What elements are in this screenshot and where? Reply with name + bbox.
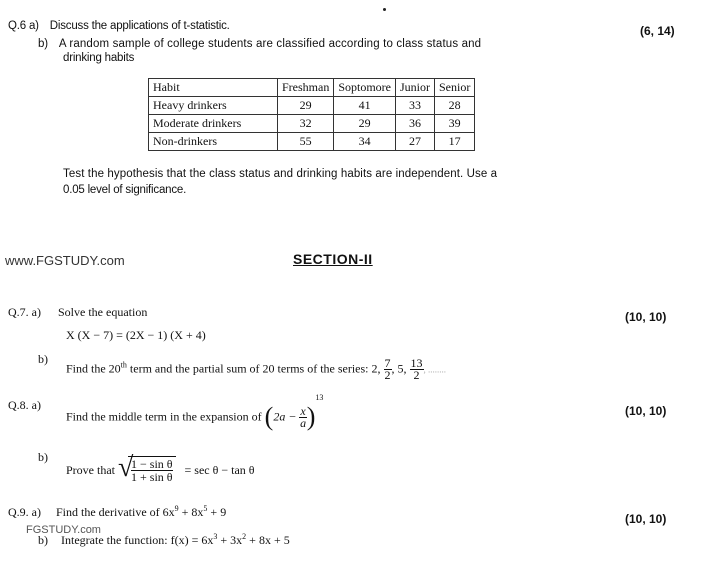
q8-b-text: Prove that [66, 463, 115, 477]
header-habit: Habit [149, 79, 278, 97]
cell: 41 [334, 97, 396, 115]
watermark-link[interactable]: www.FGSTUDY.com [5, 253, 125, 268]
table-row [149, 115, 475, 133]
q6-conclusion-line1: Test the hypothesis that the class status and drinking habits are independent. Use a [63, 168, 498, 180]
q9-marks: (10, 10) [625, 512, 667, 526]
header-junior: Junior [396, 79, 435, 97]
scan-speck [383, 8, 386, 11]
q8-number: Q.8. [8, 398, 29, 412]
q6-marks: (6, 14) [640, 24, 675, 38]
q7-equation: X (X − 7) = (2X − 1) (X + 4) [66, 328, 206, 342]
q6-a-label: a) [28, 20, 39, 32]
cell: 28 [435, 97, 475, 115]
cell: 29 [278, 97, 334, 115]
cell: 36 [396, 115, 435, 133]
q6-b-text-line2: drinking habits [63, 52, 135, 64]
q7-a [8, 305, 147, 320]
fraction-x-a: $\frac{x}{a}$ [300, 403, 307, 430]
cell: 29 [334, 115, 396, 133]
q7-marks: (10, 10) [625, 310, 667, 324]
left-paren: ( [264, 402, 274, 431]
table-header-row [149, 79, 475, 97]
table-row [149, 133, 475, 151]
q8-a-text: Find the middle term in the expansion of [66, 409, 262, 424]
habits-table [148, 78, 475, 151]
row-label: Moderate drinkers [149, 115, 278, 133]
watermark-bottom: FGSTUDY.com [26, 524, 101, 536]
cell: 17 [435, 133, 475, 151]
q9-a-label: a) [31, 505, 41, 519]
q8-header [8, 398, 41, 413]
q9-a [8, 505, 226, 520]
q9-b-text: Integrate the function: $f(x) = 6x^3 + 3x^2 + 8x + 5$ [61, 532, 290, 547]
header-senior: Senior [435, 79, 475, 97]
q8-marks: (10, 10) [625, 404, 667, 418]
sqrt-expression: √ $\frac{\text{1 − sin θ}}{\text{1 + sin θ}}$ [118, 456, 176, 485]
q6-b-label: b) [38, 38, 48, 50]
q6-number: Q.6 [8, 20, 26, 32]
row-label: Non-drinkers [149, 133, 278, 151]
q7-b-text-post: term and the partial sum of 20 terms of the series: 2, [126, 361, 384, 376]
q6-b-text-line1: A random sample of college students are classified according to class status and [58, 38, 482, 50]
series-tail: , ........ [423, 364, 447, 375]
radical-icon: √ [118, 452, 134, 483]
q8-a [66, 393, 324, 432]
header-sophomore: Soptomore [334, 79, 396, 97]
q9-b [38, 533, 290, 548]
series-mid: , 5, [391, 361, 410, 376]
fraction-7-2: $\frac{7}{2}$ [384, 356, 391, 382]
q8-b-label: b) [38, 450, 48, 464]
q8-exponent: 13 [315, 393, 324, 402]
q7-b-label: b) [38, 352, 48, 366]
cell: 27 [396, 133, 435, 151]
q9-a-text: Find the derivative of $6x^9 + 8x^5 + 9$ [56, 504, 227, 519]
q9-b-label: b) [38, 533, 48, 547]
cell: 33 [396, 97, 435, 115]
q8-a-label: a) [31, 398, 41, 412]
q7-a-label: a) [31, 305, 41, 319]
table-row [149, 97, 475, 115]
q8-rhs: = sec θ − tan θ [184, 463, 255, 477]
cell: 32 [278, 115, 334, 133]
cell: 55 [278, 133, 334, 151]
row-label: Heavy drinkers [149, 97, 278, 115]
q6-conclusion-line2: 0.05 level of significance. [63, 184, 187, 196]
q7-a-text: Solve the equation [58, 305, 148, 319]
section-title: SECTION-II [293, 251, 373, 267]
q8-b [66, 452, 255, 485]
q6-a [8, 20, 230, 32]
right-paren: ) [306, 402, 316, 431]
q8-expr-lead: 2a − [273, 409, 297, 424]
q7-b-sup: th [120, 360, 127, 370]
q6-b [38, 38, 481, 50]
q7-number: Q.7. [8, 305, 29, 319]
q7-b-text-pre: Find the 20 [66, 361, 121, 376]
cell: 39 [435, 115, 475, 133]
q7-b [66, 358, 446, 381]
q6-a-text: Discuss the applications of t-statistic. [49, 20, 230, 32]
cell: 34 [334, 133, 396, 151]
q9-number: Q.9. [8, 505, 29, 519]
fraction-13-2: $\frac{13}{2}$ [410, 356, 423, 382]
header-freshman: Freshman [278, 79, 334, 97]
